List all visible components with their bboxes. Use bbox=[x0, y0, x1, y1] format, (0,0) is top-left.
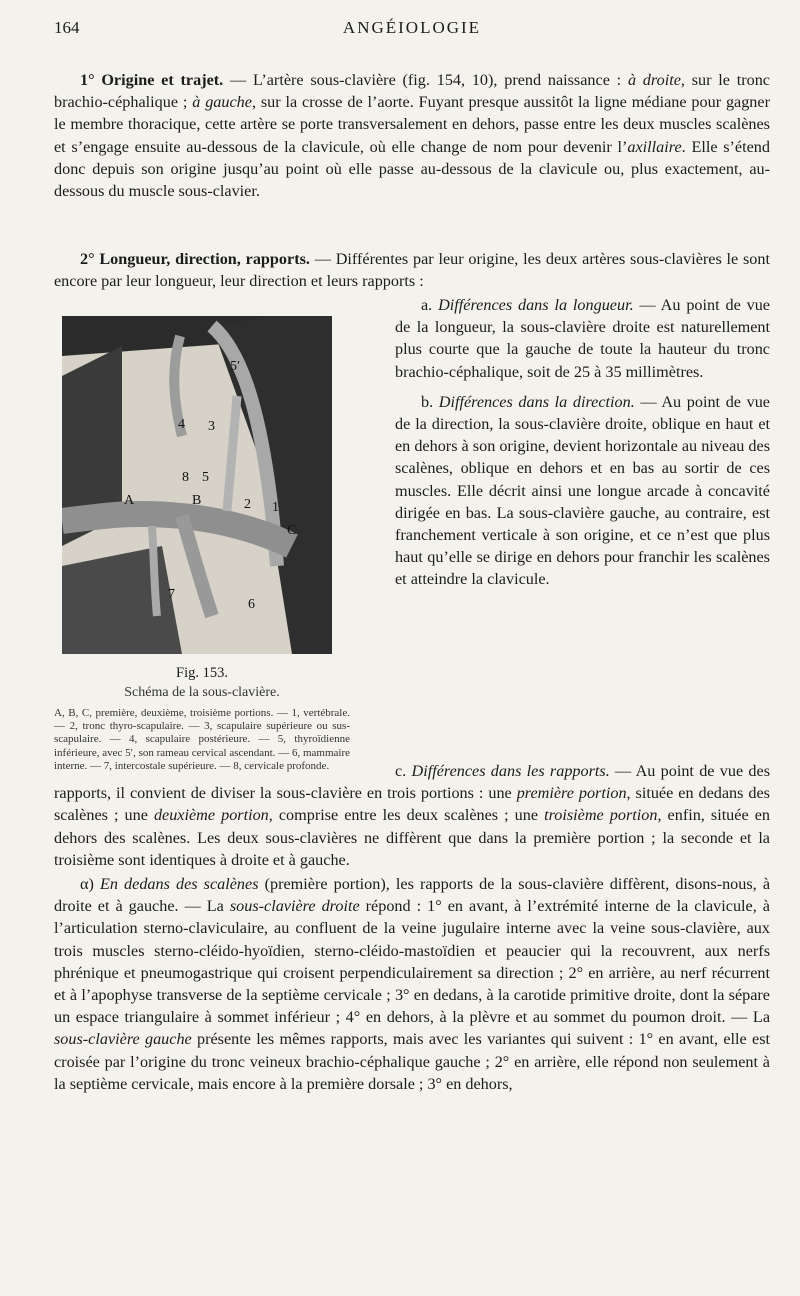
running-title: ANGÉIOLOGIE bbox=[342, 18, 482, 37]
figure-subtitle: Schéma de la sous-clavière. bbox=[124, 685, 280, 700]
figure-label: 2 bbox=[244, 497, 251, 512]
figure-title: Fig. 153. bbox=[176, 665, 228, 681]
figure-label: 6 bbox=[248, 597, 255, 612]
figure-label: 7 bbox=[168, 587, 175, 602]
figure-label: 5′ bbox=[230, 359, 241, 374]
paragraph-b-direction: b. Différences dans la direction. — Au point de vue de la direction, la sous-clavière droite, oblique en haut et en dehors à son origine, devient horizontale au niveau des scalènes, oblique en dehors et en bas au sortir de ces muscles. Elle décrit ainsi une longue arcade à concavité dirigée en bas. La sous-clavière gauche, au contraire, est franchement verticale à son origine, et ce n’est que plus haut qu’elle se dirige en dehors pour franchir les scalènes et atteindre la clavicule. bbox=[395, 392, 770, 589]
section-heading: 1° Origine et trajet. bbox=[80, 71, 224, 89]
figure-caption bbox=[54, 664, 350, 773]
right-column bbox=[395, 294, 770, 591]
section-origine-et-trajet: 1° Origine et trajet. — L’artère sous-clavière (fig. 154, 10), prend naissance : à droite, sur le tronc brachio-céphalique ; à gauche, sur la crosse de l’aorte. Fuyant presque aussitôt la ligne médiane pour gagner le membre thoracique, cette artère se porte transversalement en dehors, passe entre les deux muscles scalènes et s’engage ensuite au-dessous de la clavicule, où elle change de nom pour devenir l’axillaire. Elle s’étend donc depuis son origine jusqu’au point où elle passe au-dessous de la clavicule ou, plus exactement, au-dessous du muscle sous-clavier. bbox=[54, 71, 770, 201]
figure-label: 4 bbox=[178, 417, 185, 432]
rapports-block bbox=[54, 760, 770, 1095]
intercostal-branch bbox=[152, 526, 157, 616]
paragraph-c-rapports-text: c. Différences dans les rapports. — Au point de vue des rapports, il convient de diviser la sous-clavière en trois portions : une première portion, située en dedans des scalènes ; une deuxième portion, comprise entre les deux scalènes ; une troisième portion, enfin, située en dehors des scalènes. Les deux sous-clavières ne diffèrent que dans la première portion ; la seconde et la troisième sont identiques à droite et à gauche. bbox=[54, 762, 770, 869]
figure-legend: A, B, C, première, deuxième, troisième portions. — 1, vertébrale. — 2, tronc thyro-scapulaire. — 3, scapulaire supérieure ou sus-scapulaire. — 4, scapulaire postérieure. — 5, thyroïdienne inférieure, avec 5′, son rameau cervical ascendant. — 6, mammaire interne. — 7, intercostale supérieure. — 8, cervicale profonde. bbox=[54, 707, 350, 772]
section-longueur-intro: 2° Longueur, direction, rapports. — Différentes par leur origine, les deux artères sous-clavières le sont encore par leur longueur, leur direction et leurs rapports : bbox=[54, 250, 770, 291]
figure-153 bbox=[62, 316, 332, 654]
figure-label: 3 bbox=[208, 419, 215, 434]
figure-label: B bbox=[192, 493, 202, 508]
subclavian-schema bbox=[62, 316, 332, 654]
figure-label: 1 bbox=[272, 500, 279, 515]
paragraph-alpha: α) En dedans des scalènes (première portion), les rapports de la sous-clavière diffèrent, disons-nous, à droite et à gauche. — La sous-clavière droite répond : 1° en avant, à l’extrémité interne de la clavicule, à l’articulation sterno-claviculaire, au confluent de la veine jugulaire interne avec la veine sous-clavière, aux trois muscles sterno-cléido-hyoïdien, sterno-cléido-mastoïdien et peaucier qui la recouvrent, aux nerfs phrénique et pneumogastrique qui croisent perpendiculairement sa direction ; 2° en arrière, au nerf récurrent et à l’apophyse transverse de la septième cervicale ; 3° en dedans, à la carotide primitive droite, dont la sépare un espace triangulaire à sommet inférieur ; 4° en dehors, à la plèvre et au sommet du poumon droit. — La sous-clavière gauche présente les mêmes rapports, mais avec les variantes qui suivent : 1° en avant, elle est croisée par l’origine du tronc veineux brachio-céphalique gauche ; 2° en arrière, elle répond non seulement à la septième cervicale, mais encore à la première dorsale ; 3° en dehors, bbox=[54, 875, 770, 1093]
figure-label: A bbox=[124, 493, 135, 508]
figure-label: C bbox=[287, 523, 297, 538]
section-heading: 2° Longueur, direction, rapports. bbox=[80, 250, 310, 268]
paragraph-a-longueur: a. Différences dans la longueur. — Au point de vue de la longueur, la sous-clavière droite est naturellement plus courte que la gauche de toute la hauteur du tronc brachio-céphalique, soit de 25 à 35 millimètres. bbox=[395, 296, 770, 381]
running-header bbox=[54, 18, 770, 40]
figure-label: 5 bbox=[202, 470, 209, 485]
figure-label: 8 bbox=[182, 470, 189, 485]
page-number: 164 bbox=[54, 18, 80, 37]
